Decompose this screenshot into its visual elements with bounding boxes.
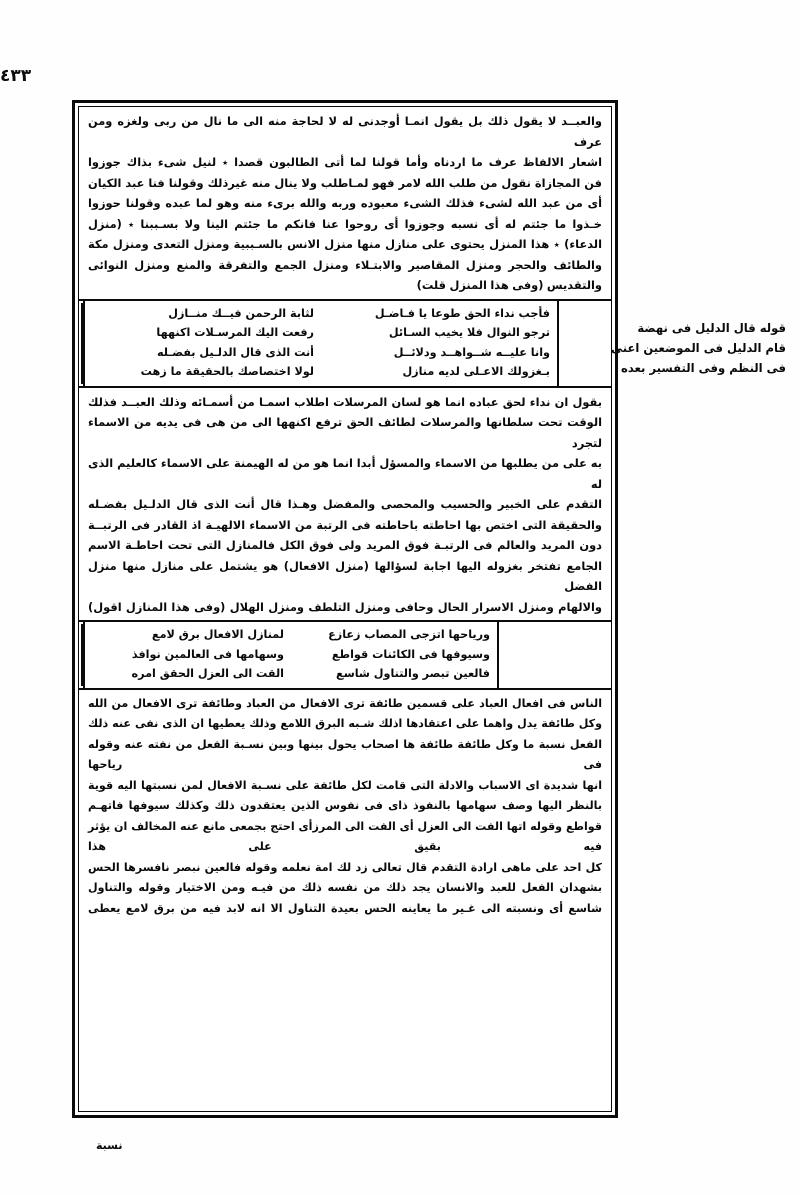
body-line: فن المجازاة نقول من طلب الله لامر فهو لمـاطلب ولا ينال منه غيرذلك وقولنا فنا عبد الكيان [88, 175, 602, 190]
text-frame-outer-rule [72, 100, 618, 1118]
marginal-gloss-line: قام الدليل فى الموضعين اعنى [610, 341, 786, 355]
body-paragraph-1 [79, 107, 611, 299]
verse-hemistich: ترجو النوال فلا يخيب السـائل [388, 326, 550, 339]
body-line: وكل طائفة يدل واهما على اعتقادها اذلك شـبه البرق اللامع وذلك يعطيها ان الذى نفى عنه ذلك [88, 717, 602, 730]
body-line: انها شديدة اى الاسباب والادلة التى قامت لكل طائفة على نسـبة الافعال لمن نسبتها اليه قوية [88, 778, 602, 792]
verse-hemistich: وسيوفها فى الكائنات قواطع [331, 647, 490, 661]
verse-table-manzil-al-afal [79, 620, 611, 690]
verse-hemistich: لمنازل الافعال برق لامع [151, 628, 284, 641]
verse-table-manzil-al-dua [79, 299, 611, 388]
catchword: نسبة [96, 1139, 123, 1152]
body-line: قواطع وقوله اتها الفت الى العزل أى الفت الى المرزأى احتج بجمعى مانع عنه المخالف ان يؤثر فيه بقيق على هذا [88, 819, 602, 853]
marginal-gloss-line: فى النظم وفى التفسير بعده [620, 361, 786, 375]
body-line: بشهدان الفعل للعبد والانسان يجد ذلك من نفسه ذلك من فيـه ومن الاختيار وقوله والتناول [88, 881, 602, 894]
body-line: التقدم على الخبير والحسيب والمحصى والمفضل وهـذا قال أنت الذى قال الدلـيل بفضـله [88, 497, 602, 511]
verse-column-sadr [83, 301, 321, 386]
body-line: والتقديس (وفى هذا المنزل قلت) [416, 278, 602, 292]
body-paragraph-3 [79, 690, 611, 923]
verse-hemistich: وانا عليــه شــواهــد ودلائــل [393, 345, 550, 359]
body-line: الوقت تحت سلطانها والمرسلات لطائف الحق ترفع اكنهها الى من هى فى يديه من الاسماء لتجرد [88, 415, 602, 450]
text-frame-inner-rule [78, 106, 612, 1112]
body-line: خـذوا ما جئتم له أى نسبه وجوزوا أى روحوا عنا فانكم ما جئتم الينا ولا بسـببنا ٭ (منزل [88, 216, 602, 231]
verse-column-ajuz [291, 622, 497, 688]
body-line: شاسع أى ونسبته الى غـير ما يعاينه الحس بعيدة التناول الا انه لابد فيه من برق لامع يعطى [88, 901, 602, 915]
verse-hemistich: أنت الذى قال الدلـيل بفضـله [157, 345, 314, 359]
verse-hemistich: رفعت اليك المرسـلات اكنهها [156, 326, 314, 339]
body-line: اشعار الالفاظ عرف ما اردناه وأما قولنا لما أتى الطالبون قصدا ٭ لنيل شىء بذاك جوزوا [88, 155, 602, 169]
body-line: الفعل نسبة ما وكل طائفة طائفة ها اصحاب يحول بينها وبين نسـبة الفعل من نفته عنه وقوله فى رياحها [88, 737, 602, 771]
verse-hemistich: ورياحها اتزجى المصاب زعازع [328, 628, 490, 641]
verse-hemistich: لثابة الرحمن فيــك منــازل [168, 306, 314, 320]
verse-hemistich: لولا اختصاصك بالحقيقة ما زهت [140, 365, 314, 378]
folio-number: ٤٣٣ [0, 66, 32, 86]
body-line: أى من عبد الله لشىء فذلك الشىء معبوده وربه والله برىء منه وهو لما عبده وقولنا حوزوا [88, 196, 602, 210]
verse-column-sadr [83, 622, 291, 688]
body-line: والالهام ومنزل الاسرار الحال وحافى ومنزل التلطف ومنزل الهلال (وفى هذا المنازل اقول) [88, 599, 602, 614]
verse-table-margin-cell [497, 622, 611, 688]
body-line: بقول ان نداء لحق عباده انما هو لسان المرسلات اطلاب اسمـا من أسمـائه وذلك العبــد فذلك [88, 394, 602, 409]
verse-hemistich: فأجب نداء الحق طوعا يا فـاضـل [374, 306, 550, 320]
verse-hemistich: فالعين تبصر والتناول شاسع [336, 667, 490, 680]
body-line: الدعاء) ٭ هذا المنزل يحتوى على منازل منها منزل الانس بالسـببية ومنزل التعدى ومنزل مكة [88, 237, 602, 251]
body-line: والعبــد لا يقول ذلك بل يقول انمـا أوجدنى له لا لحاجة منه الى ما نال من ربى ولغزه ومن عرف [88, 114, 602, 149]
body-line: دون المريد والعالم فى الرتبـة فوق المريد ولى فوق الكل فالمنازل التى تحت احاطـة الاسم [88, 538, 602, 552]
body-line: والحقيقة التى اختص بها احاطته باحاطته فى الرتبة من الاسماء الالهيـة اذ القادر فى الرتبــة [88, 517, 602, 532]
verse-hemistich: القت الى العزل الحقق امره [131, 667, 284, 680]
body-line: الناس فى افعال العباد على قسمين طائفة ترى الافعال من العباد وطائفة ترى الافعال من الله [88, 696, 602, 710]
verse-table-margin-cell [557, 301, 611, 386]
verse-hemistich: وسهامها فى العالمين نوافذ [131, 647, 284, 661]
verse-hemistich: بـغزولك الاعـلى لديه منازل [402, 365, 550, 378]
marginal-gloss-line: قوله قال الدليل فى نهضة [637, 321, 786, 335]
body-line: الجامع تفتخر بغزوله اليها اجابة لسؤالها (منزل الافعال) هو يشتمل على منازل منها منزل الفضل [88, 558, 602, 593]
verse-column-ajuz [321, 301, 557, 386]
body-line: بالنظر اليها وصف سهامها بالنفوذ ذاى فى نفوس الذين يعتقدون ذلك وكذلك سيوفها فاتهـم [88, 799, 602, 812]
body-line: والطائف والحجر ومنزل المقاصير والابتـلاء ومنزل الجمع والتفرقة والمنع ومنزل النوائى [88, 257, 602, 272]
marginal-gloss [610, 318, 786, 378]
body-paragraph-2 [79, 388, 611, 621]
body-line: كل احد على ماهى ارادة التقدم قال تعالى زد لك امة نعلمه وقوله فالعين نبصر نافسرها الحس [88, 860, 602, 874]
body-line: به على من يطلبها من الاسماء والمسؤل أبدا انما هو من له الهيمنة على الاسماء كالعليم الذى له [88, 456, 602, 491]
